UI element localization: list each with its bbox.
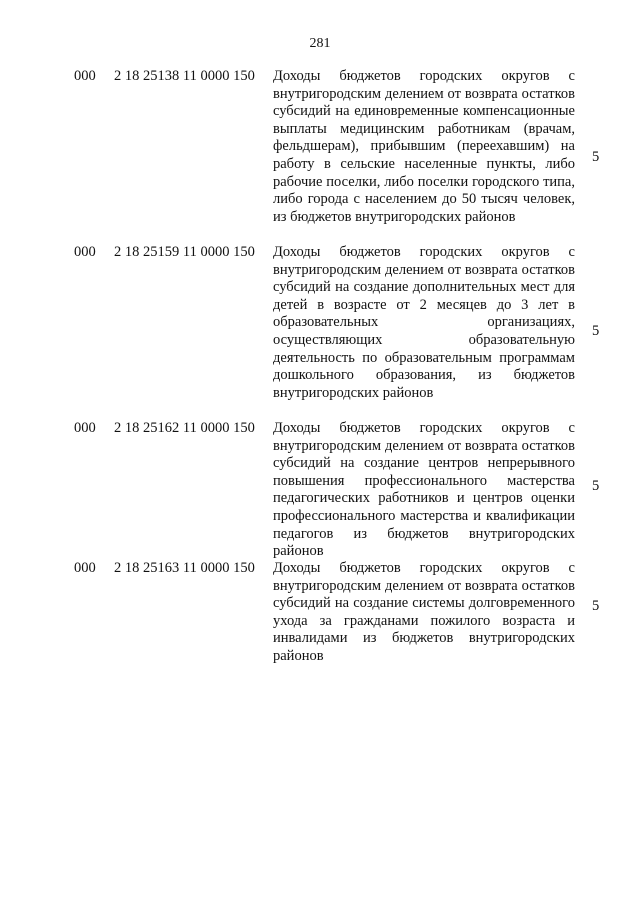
admin-code: 000 [74, 244, 96, 260]
admin-code: 000 [74, 420, 96, 436]
income-description: Доходы бюджетов городских округов с внутригородским делением от возврата остатков субсидий на создание дополнительных мест для детей в возрасте от 2 месяцев до 3 лет в образовательных организациях, осуществляющих образовательную деятельность по образовательным программам дошкольного образования, из бюджетов внутригородских районов [273, 244, 575, 401]
budget-classification-code: 2 18 25163 11 0000 150 [114, 560, 255, 576]
income-description: Доходы бюджетов городских округов с внутригородским делением от возврата остатков субсидий на создание системы долговременного ухода за гражданами пожилого возраста и инвалидами из бюджетов внутригородских районов [273, 560, 575, 664]
income-description: Доходы бюджетов городских округов с внутригородским делением от возврата остатков субсидий на создание центров непрерывного повышения профессионального мастерства педагогических работников и центров оценки профессионального мастерства и квалификации педагогов из бюджетов внутригородских районов [273, 420, 575, 560]
budget-classification-code: 2 18 25159 11 0000 150 [114, 244, 255, 260]
budget-classification-code: 2 18 25138 11 0000 150 [114, 68, 255, 84]
distribution-norm: 5 [592, 478, 600, 494]
distribution-norm: 5 [592, 149, 600, 165]
page-number: 281 [309, 36, 331, 51]
admin-code: 000 [74, 560, 96, 576]
budget-classification-code: 2 18 25162 11 0000 150 [114, 420, 255, 436]
distribution-norm: 5 [592, 323, 600, 339]
admin-code: 000 [74, 68, 96, 84]
income-description: Доходы бюджетов городских округов с внутригородским делением от возврата остатков субсидий на единовременные компенсационные выплаты медицинским работникам (врачам, фельдшерам), прибывшим (переехавшим) на работу в сельские населенные пункты, либо рабочие поселки, либо поселки городского типа, либо города с населением до 50 тысяч человек, из бюджетов внутригородских районов [273, 68, 575, 225]
distribution-norm: 5 [592, 598, 600, 614]
